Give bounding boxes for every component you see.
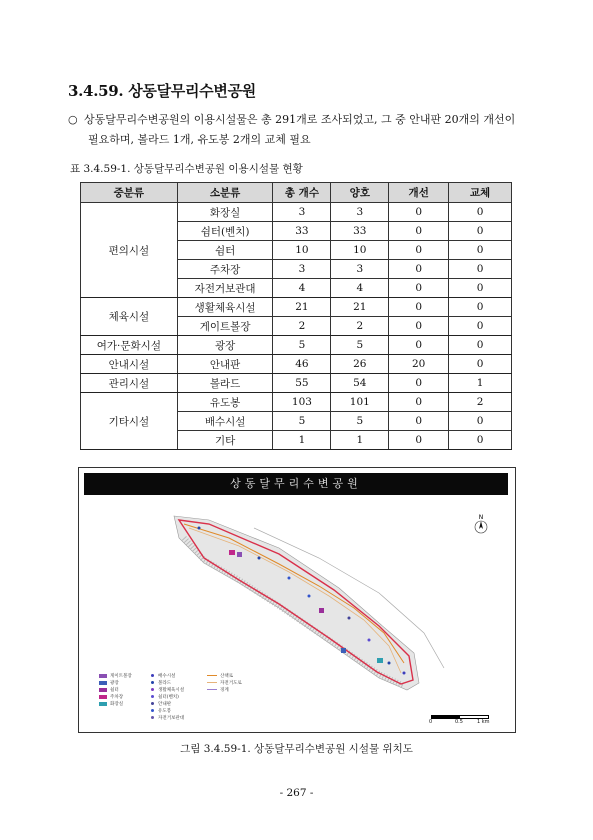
parking-marker — [229, 550, 235, 555]
subcategory-cell: 주차장 — [177, 260, 273, 279]
count-cell: 26 — [331, 355, 389, 374]
count-cell: 0 — [449, 298, 512, 317]
svg-text:N: N — [478, 514, 484, 521]
table-row — [81, 393, 512, 412]
count-cell: 0 — [449, 317, 512, 336]
count-cell: 0 — [449, 260, 512, 279]
legend-label: 유도봉 — [158, 708, 172, 714]
count-cell: 101 — [331, 393, 389, 412]
legend-swatch-icon — [151, 709, 154, 712]
legend-item — [99, 700, 132, 707]
legend-swatch-icon — [99, 674, 107, 678]
count-cell: 20 — [389, 355, 449, 374]
legend-label: 쉼터(벤치) — [158, 694, 179, 700]
subcategory-cell: 게이트볼장 — [177, 317, 273, 336]
scale-label-0: 0 — [429, 719, 433, 725]
count-cell: 2 — [449, 393, 512, 412]
header-good: 양호 — [331, 183, 389, 203]
legend-item — [149, 679, 184, 686]
count-cell: 55 — [273, 374, 331, 393]
header-subcategory: 소분류 — [177, 183, 273, 203]
toilet-marker — [377, 658, 383, 663]
section-heading: 3.4.59. 상동달무리수변공원 — [68, 82, 256, 100]
legend-swatch-icon — [99, 681, 107, 685]
count-cell: 2 — [273, 317, 331, 336]
bullet-icon: ○ — [68, 113, 78, 126]
count-cell: 3 — [273, 260, 331, 279]
category-cell: 안내시설 — [81, 355, 178, 374]
count-cell: 0 — [449, 241, 512, 260]
count-cell: 1 — [273, 431, 331, 450]
count-cell: 0 — [449, 412, 512, 431]
subcategory-cell: 광장 — [177, 336, 273, 355]
header-category: 중분류 — [81, 183, 178, 203]
count-cell: 0 — [389, 241, 449, 260]
legend-item — [207, 679, 242, 686]
legend-swatch-icon — [151, 702, 154, 705]
subcategory-cell: 유도봉 — [177, 393, 273, 412]
count-cell: 0 — [449, 279, 512, 298]
map-drawing — [79, 468, 515, 732]
count-cell: 3 — [331, 260, 389, 279]
legend-swatch-icon — [151, 674, 154, 677]
legend-item — [99, 672, 132, 679]
count-cell: 0 — [389, 412, 449, 431]
subcategory-cell: 안내판 — [177, 355, 273, 374]
legend-label: 주차장 — [110, 694, 124, 700]
legend-label: 광장 — [110, 680, 119, 686]
gateball-marker — [237, 552, 242, 557]
count-cell: 2 — [331, 317, 389, 336]
subcategory-cell: 배수시설 — [177, 412, 273, 431]
legend-swatch-icon — [151, 688, 154, 691]
legend-label: 생활체육시설 — [158, 687, 185, 693]
count-cell: 1 — [331, 431, 389, 450]
count-cell: 33 — [273, 222, 331, 241]
table-row — [81, 203, 512, 222]
count-cell: 5 — [331, 412, 389, 431]
table-row — [81, 336, 512, 355]
count-cell: 0 — [449, 203, 512, 222]
legend-label: 배수시설 — [158, 673, 176, 679]
count-cell: 46 — [273, 355, 331, 374]
legend-label: 볼라드 — [158, 680, 172, 686]
legend-swatch-icon — [151, 681, 154, 684]
count-cell: 1 — [449, 374, 512, 393]
legend-swatch-icon — [207, 682, 217, 683]
table-header-row — [81, 183, 512, 203]
subcategory-cell: 화장실 — [177, 203, 273, 222]
legend-label: 화장실 — [110, 701, 124, 707]
header-improve: 개선 — [389, 183, 449, 203]
count-cell: 4 — [273, 279, 331, 298]
legend-label: 자전거도로 — [220, 680, 242, 686]
count-cell: 0 — [389, 203, 449, 222]
legend-item — [149, 693, 184, 700]
facility-table — [80, 182, 512, 450]
scale-label-end: 1 km — [477, 719, 490, 725]
subcategory-cell: 자전거보관대 — [177, 279, 273, 298]
count-cell: 103 — [273, 393, 331, 412]
count-cell: 21 — [273, 298, 331, 317]
count-cell: 0 — [389, 298, 449, 317]
legend-label: 경계 — [220, 687, 229, 693]
subcategory-cell: 쉼터 — [177, 241, 273, 260]
count-cell: 5 — [273, 336, 331, 355]
count-cell: 5 — [273, 412, 331, 431]
count-cell: 0 — [449, 431, 512, 450]
count-cell: 21 — [331, 298, 389, 317]
legend-label: 게이트볼장 — [110, 673, 132, 679]
count-cell: 54 — [331, 374, 389, 393]
scale-label-mid: 0.5 — [455, 719, 463, 725]
legend-swatch-icon — [207, 675, 217, 676]
legend-item — [149, 707, 184, 714]
legend-label: 자전거보관대 — [158, 715, 185, 721]
legend-item — [207, 672, 242, 679]
count-cell: 0 — [449, 336, 512, 355]
count-cell: 33 — [331, 222, 389, 241]
page-number: - 267 - — [279, 787, 314, 799]
legend-item — [149, 686, 184, 693]
count-cell: 10 — [273, 241, 331, 260]
legend-label: 산책로 — [220, 673, 234, 679]
table-row — [81, 355, 512, 374]
plaza-marker — [341, 648, 346, 653]
legend-item — [99, 679, 132, 686]
legend-swatch-icon — [99, 695, 107, 699]
legend-swatch-icon — [151, 716, 154, 719]
category-cell: 여가·문화시설 — [81, 336, 178, 355]
legend-item — [207, 686, 242, 693]
subcategory-cell: 생활체육시설 — [177, 298, 273, 317]
count-cell: 0 — [449, 222, 512, 241]
legend-item — [99, 686, 132, 693]
count-cell: 0 — [389, 279, 449, 298]
count-cell: 0 — [389, 222, 449, 241]
count-cell: 0 — [389, 336, 449, 355]
shelter-marker — [319, 608, 324, 613]
figure-caption: 그림 3.4.59-1. 상동달무리수변공원 시설물 위치도 — [180, 743, 413, 755]
count-cell: 0 — [389, 374, 449, 393]
terrain-area — [174, 516, 419, 690]
legend-swatch-icon — [99, 688, 107, 692]
count-cell: 5 — [331, 336, 389, 355]
category-cell: 기타시설 — [81, 393, 178, 450]
paragraph-line-1: 상동달무리수변공원의 이용시설물은 총 291개로 조사되었고, 그 중 안내판 20개의 개선이 — [84, 113, 516, 126]
category-cell: 관리시설 — [81, 374, 178, 393]
legend-label: 쉼터 — [110, 687, 119, 693]
legend-label: 안내판 — [158, 701, 172, 707]
count-cell: 4 — [331, 279, 389, 298]
count-cell: 3 — [331, 203, 389, 222]
legend-item — [99, 693, 132, 700]
subcategory-cell: 기타 — [177, 431, 273, 450]
table-row — [81, 374, 512, 393]
summary-paragraph — [68, 110, 538, 150]
scale-bar — [427, 715, 491, 725]
table-caption: 표 3.4.59-1. 상동달무리수변공원 이용시설물 현황 — [70, 163, 303, 175]
location-map — [78, 467, 516, 733]
count-cell: 0 — [389, 431, 449, 450]
header-replace: 교체 — [449, 183, 512, 203]
count-cell: 0 — [449, 355, 512, 374]
category-cell: 편의시설 — [81, 203, 178, 298]
paragraph-line-2: 필요하며, 볼라드 1개, 유도봉 2개의 교체 필요 — [88, 133, 311, 146]
count-cell: 0 — [389, 393, 449, 412]
legend-swatch-icon — [151, 695, 154, 698]
legend-swatch-icon — [99, 702, 107, 706]
legend-item — [149, 672, 184, 679]
count-cell: 0 — [389, 260, 449, 279]
count-cell: 10 — [331, 241, 389, 260]
count-cell: 3 — [273, 203, 331, 222]
subcategory-cell: 쉼터(벤치) — [177, 222, 273, 241]
table-row — [81, 298, 512, 317]
count-cell: 0 — [389, 317, 449, 336]
legend-swatch-icon — [207, 689, 217, 690]
map-title: 상동달무리수변공원 — [84, 473, 508, 495]
legend-item — [149, 714, 184, 721]
legend-item — [149, 700, 184, 707]
subcategory-cell: 볼라드 — [177, 374, 273, 393]
category-cell: 체육시설 — [81, 298, 178, 336]
header-total: 총 개수 — [273, 183, 331, 203]
